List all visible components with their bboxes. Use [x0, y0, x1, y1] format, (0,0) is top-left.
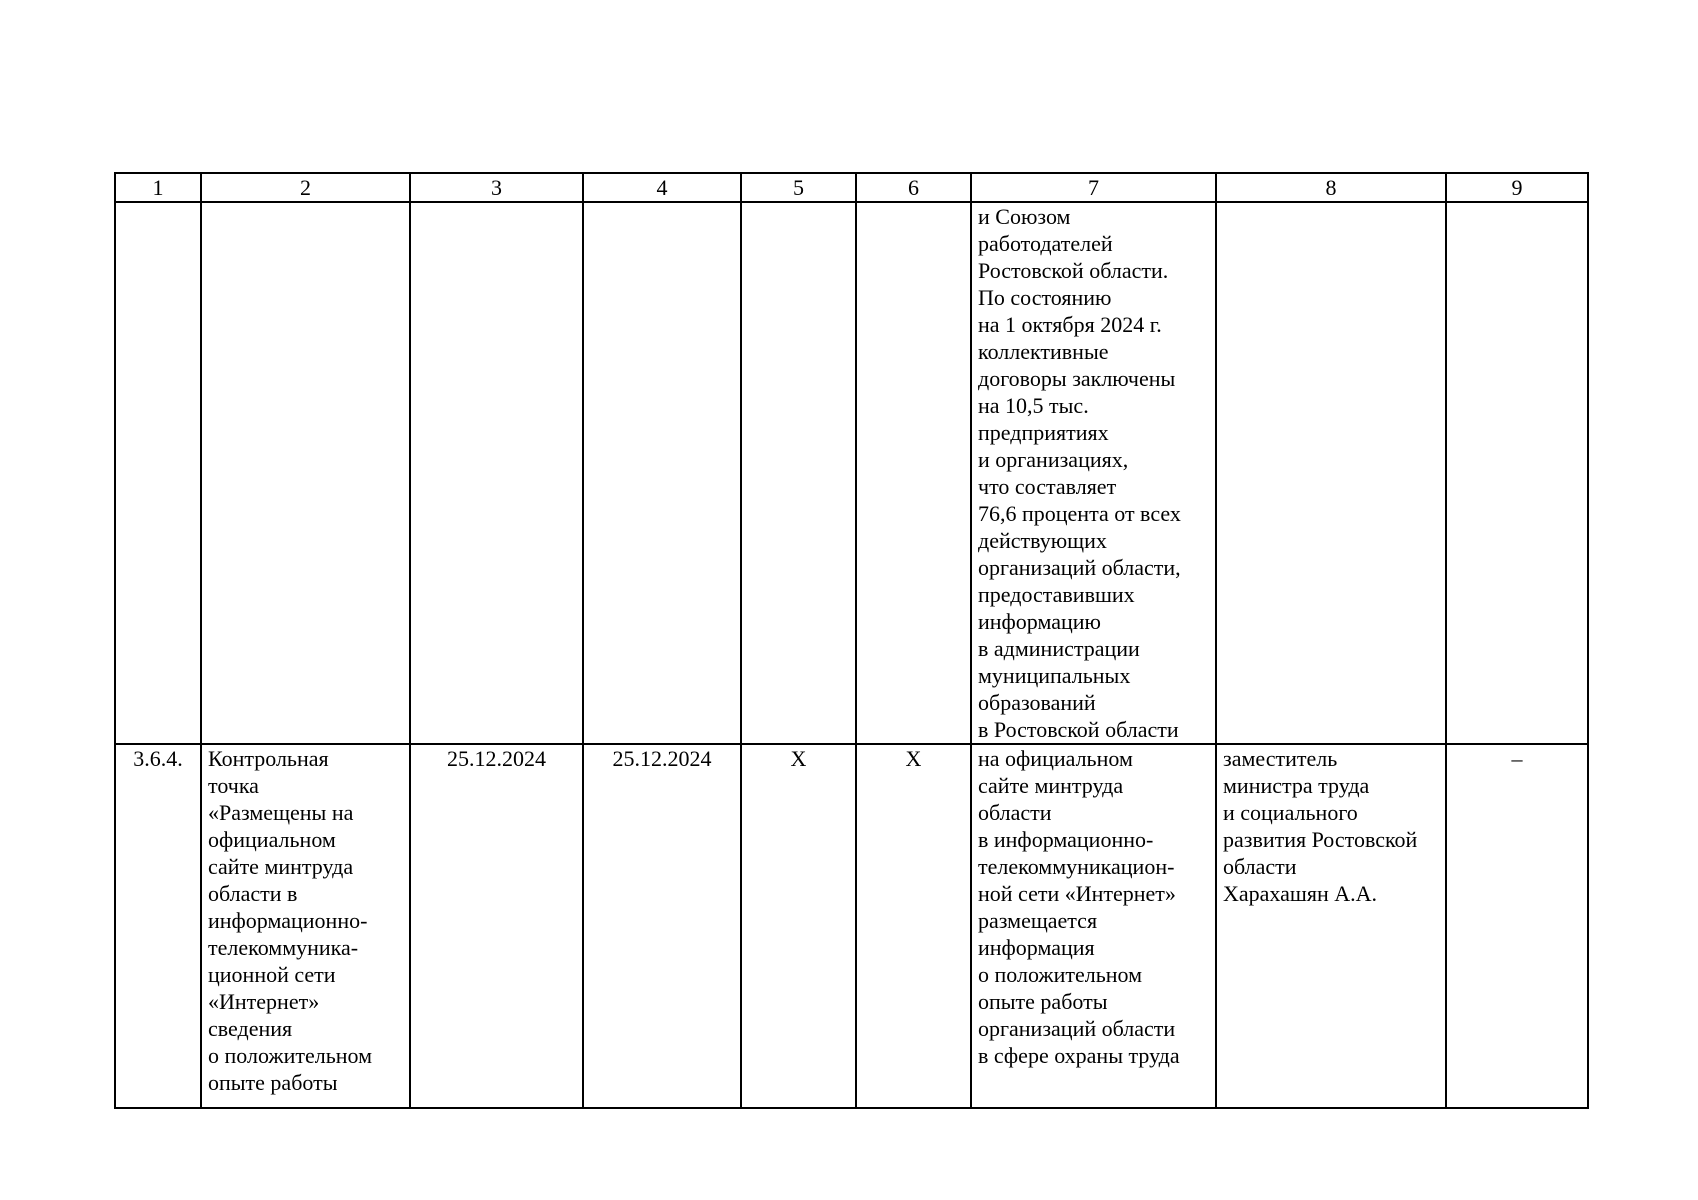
row2-cell-col6: Х — [856, 744, 971, 1108]
column-header-4: 4 — [583, 173, 741, 202]
column-header-9: 9 — [1446, 173, 1588, 202]
column-header-6: 6 — [856, 173, 971, 202]
header-row — [115, 173, 1588, 202]
column-header-5: 5 — [741, 173, 856, 202]
row2-cell-col5: Х — [741, 744, 856, 1108]
row1-cell-responsible — [1216, 202, 1446, 744]
row2-cell-actual-date: 25.12.2024 — [583, 744, 741, 1108]
row1-cell-result: и Союзом работодателей Ростовской области. По состоянию на 1 октября 2024 г. коллективные договоры заключены на 10,5 тыс. предприятиях и организациях, что составляет 76,6 процента от всех действующих организаций области, предоставивших информацию в администрации муниципальных образований в Ростовской области — [971, 202, 1216, 744]
row1-cell-planned-date — [410, 202, 583, 744]
column-header-8: 8 — [1216, 173, 1446, 202]
row1-cell-title — [201, 202, 410, 744]
row2-cell-result: на официальном сайте минтруда области в информационно- телекоммуникацион- ной сети «Интернет» размещается информация о положительном опыте работы организаций области в сфере охраны труда — [971, 744, 1216, 1108]
row2-cell-col9: – — [1446, 744, 1588, 1108]
row1-cell-col6 — [856, 202, 971, 744]
row2-cell-title: Контрольная точка «Размещены на официальном сайте минтруда области в информационно- телекоммуника- ционной сети «Интернет» сведения о положительном опыте работы — [201, 744, 410, 1108]
row1-cell-number — [115, 202, 201, 744]
row2-cell-number: 3.6.4. — [115, 744, 201, 1108]
column-header-1: 1 — [115, 173, 201, 202]
column-header-2: 2 — [201, 173, 410, 202]
table-row — [115, 202, 1588, 744]
row1-cell-actual-date — [583, 202, 741, 744]
column-header-7: 7 — [971, 173, 1216, 202]
column-header-3: 3 — [410, 173, 583, 202]
row2-cell-responsible: заместитель министра труда и социального развития Ростовской области Харахашян А.А. — [1216, 744, 1446, 1108]
row1-cell-col9 — [1446, 202, 1588, 744]
row2-cell-planned-date: 25.12.2024 — [410, 744, 583, 1108]
row1-cell-col5 — [741, 202, 856, 744]
table-row — [115, 744, 1588, 1108]
report-table — [114, 172, 1589, 1109]
